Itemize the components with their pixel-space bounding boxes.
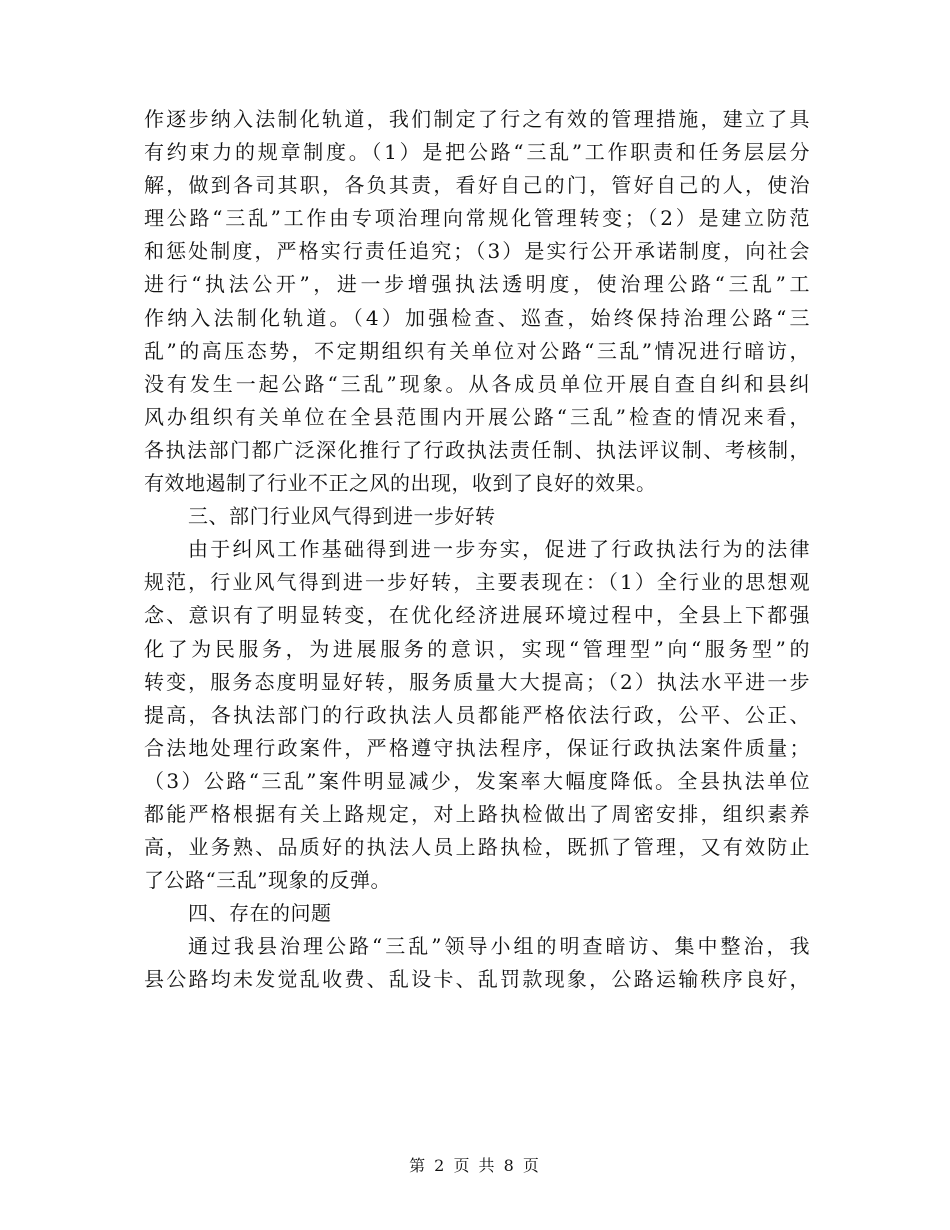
text-line: 转变，服务态度明显好转，服务质量大大提高；（2）执法水平进一步 (144, 669, 810, 694)
text-line: 都能严格根据有关上路规定，对上路执检做出了周密安排，组织素养 (144, 801, 810, 826)
text-line: 念、意识有了明显转变，在优化经济进展环境过程中，全县上下都强 (144, 603, 810, 628)
body-text (144, 103, 810, 997)
text-line: 理公路“三乱”工作由专项治理向常规化管理转变；（2）是建立防范 (144, 206, 810, 231)
text-line: 和惩处制度，严格实行责任追究；（3）是实行公开承诺制度，向社会 (144, 239, 810, 264)
text-line: 作纳入法制化轨道。（4）加强检查、巡查，始终保持治理公路“三 (144, 305, 810, 330)
text-line: 有约束力的规章制度。（1）是把公路“三乱”工作职责和任务层层分 (144, 140, 810, 165)
text-line: 由于纠风工作基础得到进一步夯实，促进了行政执法行为的法律 (188, 537, 810, 562)
text-line: 规范，行业风气得到进一步好转，主要表现在：（1）全行业的思想观 (144, 570, 810, 595)
text-line: 进行“执法公开”，进一步增强执法透明度，使治理公路“三乱”工 (144, 272, 810, 297)
text-line: 县公路均未发觉乱收费、乱设卡、乱罚款现象，公路运输秩序良好， (144, 967, 810, 992)
text-line: 有效地遏制了行业不正之风的出现，收到了良好的效果。 (144, 471, 657, 496)
text-line: 各执法部门都广泛深化推行了行政执法责任制、执法评议制、考核制， (144, 437, 810, 462)
text-line: 通过我县治理公路“三乱”领导小组的明查暗访、集中整治，我 (188, 934, 810, 959)
text-line: 高，业务熟、品质好的执法人员上路执检，既抓了管理，又有效防止 (144, 835, 810, 860)
text-line: 化了为民服务，为进展服务的意识，实现“管理型”向“服务型”的 (144, 636, 810, 661)
text-line: 风办组织有关单位在全县范围内开展公路“三乱”检查的情况来看， (144, 404, 810, 429)
text-line: 乱”的高压态势，不定期组织有关单位对公路“三乱”情况进行暗访， (144, 338, 810, 363)
text-line: 作逐步纳入法制化轨道，我们制定了行之有效的管理措施，建立了具 (144, 107, 810, 131)
text-line: 合法地处理行政案件，严格遵守执法程序，保证行政执法案件质量； (144, 735, 810, 760)
section-heading: 三、部门行业风气得到进一步好转 (188, 504, 496, 529)
text-line: 提高，各执法部门的行政执法人员都能严格依法行政，公平、公正、 (144, 702, 810, 727)
page-number-footer: 第 2 页 共 8 页 (409, 1156, 541, 1175)
text-line: 没有发生一起公路“三乱”现象。从各成员单位开展自查自纠和县纠 (144, 371, 810, 396)
section-heading: 四、存在的问题 (188, 901, 332, 926)
text-line: 解，做到各司其职，各负其责，看好自己的门，管好自己的人，使治 (144, 173, 810, 198)
text-line: 了公路“三乱”现象的反弹。 (144, 868, 391, 893)
text-line: （3）公路“三乱”案件明显减少，发案率大幅度降低。全县执法单位 (144, 768, 810, 793)
